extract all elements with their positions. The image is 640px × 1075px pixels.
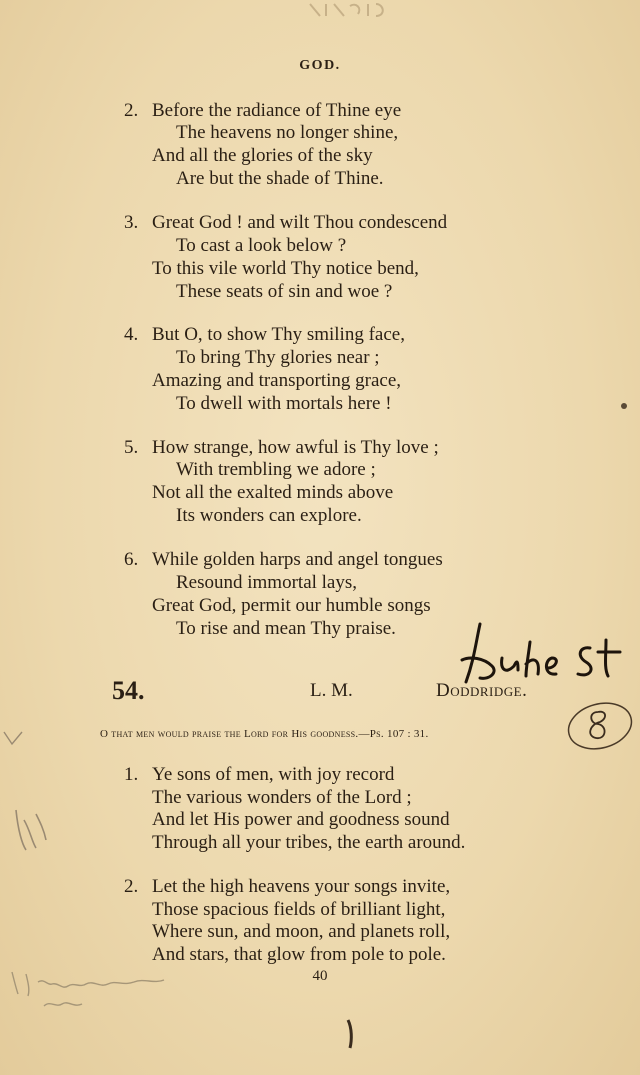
hymn-number: 54. (112, 676, 145, 705)
ink-blot (340, 1014, 360, 1054)
margin-check-mark (0, 726, 30, 750)
stanza-number: 1. (124, 764, 139, 785)
running-header: GOD. (299, 58, 341, 73)
verse-line: Great God, permit our humble songs (152, 595, 431, 616)
verse-line: To dwell with mortals here ! (176, 393, 392, 414)
verse-line: These seats of sin and woe ? (176, 281, 393, 302)
verse-line: Resound immortal lays, (176, 572, 358, 593)
margin-ink-speck (610, 396, 640, 416)
page-number: 40 (312, 968, 328, 984)
verse-line: To this vile world Thy notice bend, (152, 258, 419, 279)
verse-line: The heavens no longer shine, (176, 122, 399, 143)
stanza-number: 6. (124, 549, 139, 570)
verse-line: But O, to show Thy smiling face, (152, 324, 405, 345)
verse-line: Where sun, and moon, and planets roll, (152, 921, 451, 942)
verse-line: Before the radiance of Thine eye (152, 100, 402, 121)
hymn-heading (0, 676, 640, 708)
verse-line: Through all your tribes, the earth around. (152, 832, 466, 853)
verse-line: To bring Thy glories near ; (176, 347, 380, 368)
stanza-number: 2. (124, 100, 139, 121)
bleed-through-text (300, 0, 400, 22)
stanza-number: 4. (124, 324, 139, 345)
hymn-meter: L. M. (310, 680, 353, 701)
verse-line: While golden harps and angel tongues (152, 549, 443, 570)
verse-line: Those spacious fields of brilliant light, (152, 899, 446, 920)
verse-line: To cast a look below ? (176, 235, 347, 256)
stanza-number: 5. (124, 437, 139, 458)
verse-line: Its wonders can explore. (176, 505, 362, 526)
stanza-number: 3. (124, 212, 139, 233)
margin-pencil-mark (6, 800, 56, 860)
verse-line: Ye sons of men, with joy record (152, 764, 395, 785)
scripture-epigraph: O that men would praise the Lord for His goodness.—Ps. 107 : 31. (100, 728, 429, 740)
hymn-author: Doddridge. (436, 680, 528, 701)
verse-line: To rise and mean Thy praise. (176, 618, 396, 639)
verse-line: Great God ! and wilt Thou condescend (152, 212, 448, 233)
verse-line: How strange, how awful is Thy love ; (152, 437, 439, 458)
verse-line: With trembling we adore ; (176, 459, 376, 480)
verse-line: And stars, that glow from pole to pole. (152, 944, 446, 965)
verse-line: Amazing and transporting grace, (152, 370, 402, 391)
verse-line: And all the glories of the sky (152, 145, 373, 166)
verse-line: The various wonders of the Lord ; (152, 787, 412, 808)
verse-line: And let His power and goodness sound (152, 809, 450, 830)
verse-line: Are but the shade of Thine. (176, 168, 384, 189)
verse-line: Not all the exalted minds above (152, 482, 394, 503)
verse-line: Let the high heavens your songs invite, (152, 876, 451, 897)
stanza-number: 2. (124, 876, 139, 897)
